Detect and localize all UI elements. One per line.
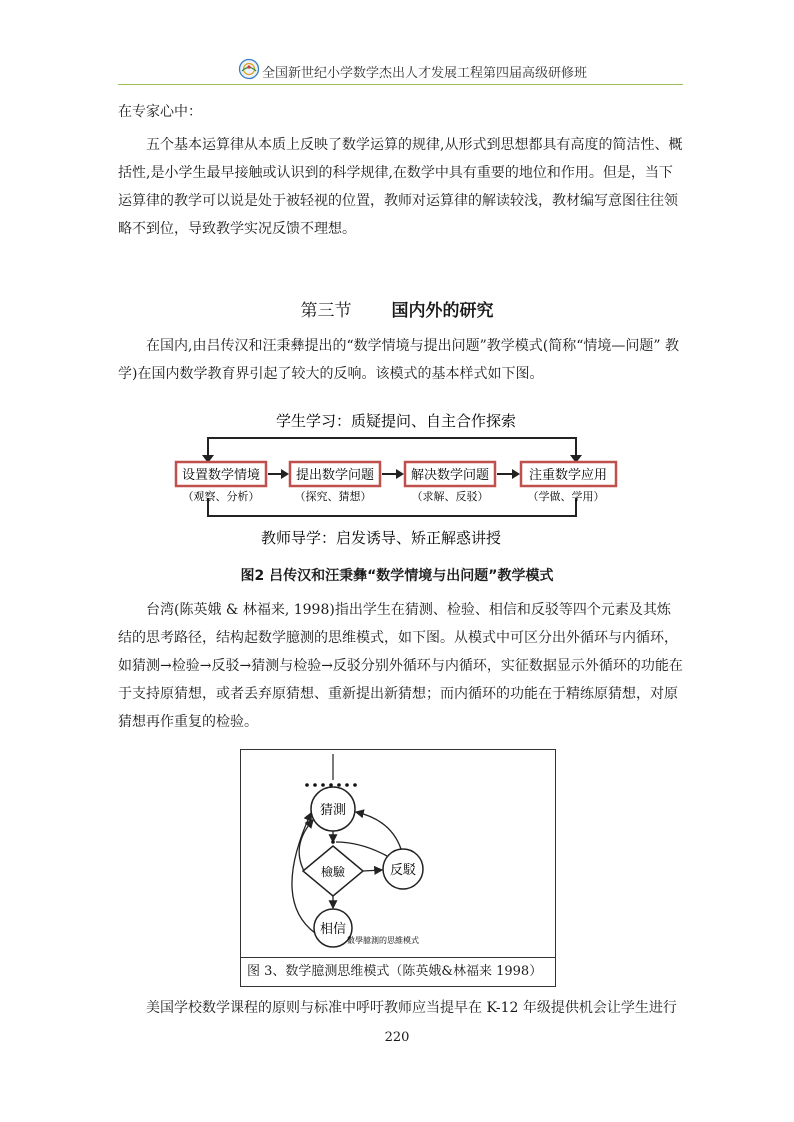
figure2-box-label: 提出数学问题 [295,468,375,483]
figure3-caption: 图 3、数学臆测思维模式（陈英娥&林福来 1998） [241,957,555,986]
header-title: 全国新世纪小学数学杰出人才发展工程第四届高级研修班 [262,66,588,81]
figure2-bottom-label: 教师导学：启发诱导、矫正解惑讲授 [260,529,502,547]
figure2-box-1 [176,462,266,503]
figure2-caption: 图2 吕传汉和汪秉彝“数学情境与出问题”教学模式 [240,568,554,584]
figure2-box-sub: （求解、反驳） [411,490,489,503]
node-check: 檢驗 [320,865,346,879]
page-number: 220 [384,1030,410,1045]
figure2-diagram [170,403,630,553]
paragraph-taiwan: 台湾(陈英娥 & 林福来, 1998)指出学生在猜测、检验、相信和反驳等四个元素及其炼结的思考路径，结构起数学臆测的思维模式，如下图。从模式中可区分出外循环与内循环，如猜测→检验→反驳→猜测与检验→反驳分别外循环与内循环，实征数据显示外循环的功能在于支持原猜想，或者丢弃原猜想、重新提出新猜想；而内循环的功能在于精练原猜想，对原猜想再作重复的检验。 [118,602,683,730]
figure2-top-label: 学生学习：质疑提问、自主合作探索 [275,412,517,430]
figure2-box-2 [290,462,380,503]
node-refute: 反駁 [389,863,417,878]
figure2-box-sub: （学做、学用） [527,490,605,503]
figure2-box-4 [521,462,616,503]
node-guess: 猜測 [319,803,347,818]
figure3 [240,749,556,987]
ellipsis-icon [305,783,357,787]
figure3-diagram [241,750,555,957]
paragraph-expert: 在专家心中： [118,104,202,120]
figure2-box-label: 注重数学应用 [528,468,608,483]
figure3-inner-caption: 數學臆測的思維模式 [347,936,419,945]
figure2-box-sub: （探究、猜想） [294,490,372,503]
paragraph-domestic: 在国内,由吕传汉和汪秉彝提出的“数学情境与提出问题”教学模式(简称“情境—问题” 教学)在国内数学教育界引起了较大的反响。该模式的基本样式如下图。 [118,338,679,382]
paragraph-usa: 美国学校数学课程的原则与标准中呼吁教师应当提早在 K-12 年级提供机会让学生进行 [146,1000,677,1016]
figure2-box-label: 解决数学问题 [410,468,490,483]
section-title [0,296,794,321]
page-header [118,58,683,85]
section-number: 第三节 [300,301,352,321]
figure2-box-sub: （观察、分析） [182,490,260,503]
conference-logo-icon [238,58,260,80]
figure2-box-label: 设置数学情境 [181,468,261,483]
section-heading: 国内外的研究 [391,301,494,321]
paragraph-laws: 五个基本运算律从本质上反映了数学运算的规律,从形式到思想都具有高度的简洁性、概括性,是小学生最早接触或认识到的科学规律,在数学中具有重要的地位和作用。但是，当下运算律的教学可以说是处于被轻视的位置，教师对运算律的解读较浅，教材编写意图往往领略不到位，导致教学实况反馈不理想。 [118,137,683,237]
node-believe: 相信 [319,922,347,937]
figure2-box-3 [405,462,495,503]
